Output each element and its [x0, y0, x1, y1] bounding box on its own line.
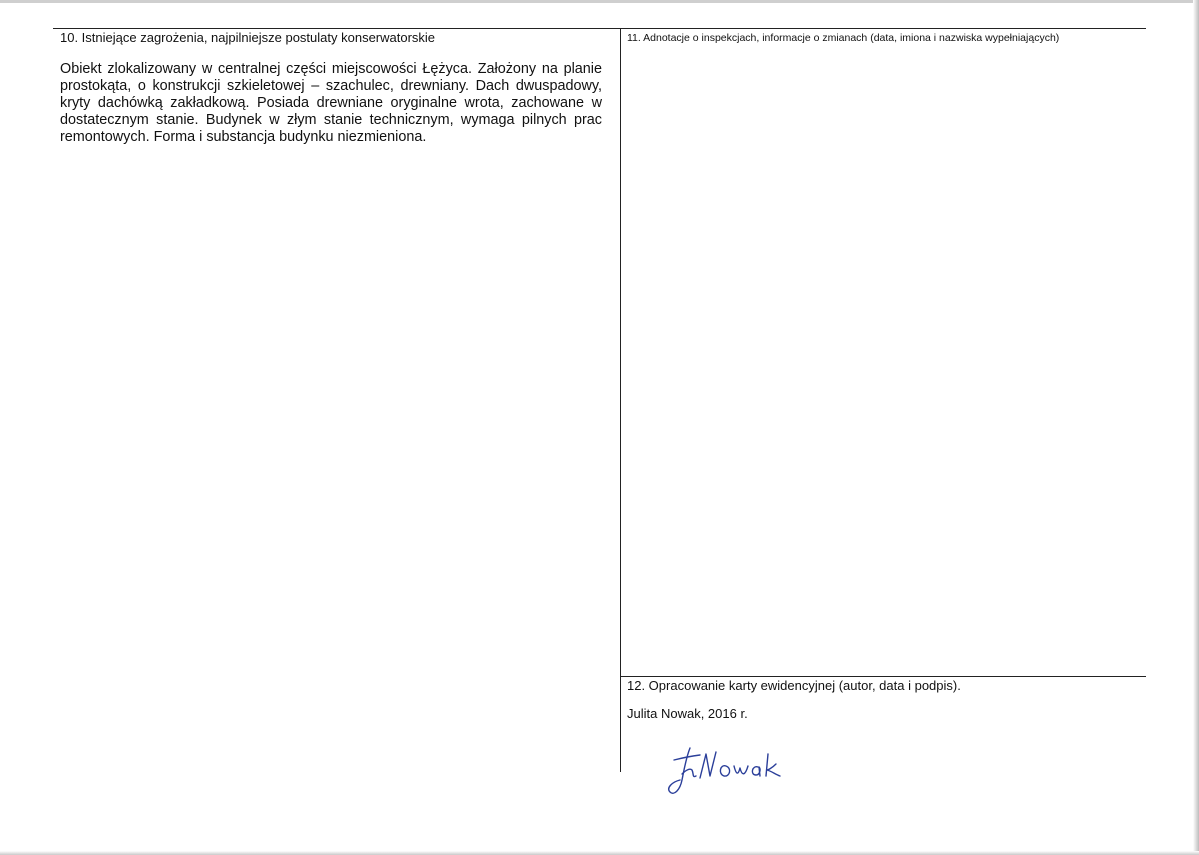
- scan-edge-right: [1193, 0, 1199, 855]
- section12-heading: 12. Opracowanie karty ewidencyjnej (autor, data i podpis).: [627, 678, 961, 693]
- column-divider: [620, 28, 621, 772]
- top-rule: [53, 28, 1146, 29]
- scan-edge-bottom: [0, 851, 1199, 855]
- section10-heading: 10. Istniejące zagrożenia, najpilniejsze postulaty konserwatorskie: [60, 30, 436, 45]
- scan-edge-top: [0, 0, 1199, 3]
- section12-top-rule: [620, 676, 1146, 677]
- section11-heading: 11. Adnotacje o inspekcjach, informacje o zmianach (data, imiona i nazwiska wypełniających): [627, 32, 1060, 44]
- section12-author-date: Julita Nowak, 2016 r.: [627, 706, 748, 721]
- handwritten-signature: [660, 740, 820, 800]
- section10-body-text: Obiekt zlokalizowany w centralnej części miejscowości Łężyca. Założony na planie prostokąta, o konstrukcji szkieletowej – szachulec, drewniany. Dach dwuspadowy, kryty dachówką zakładkową. Posiada drewniane oryginalne wrota, zachowane w dostatecznym stanie. Budynek w złym stanie technicznym, wymaga pilnych prac remontowych. Forma i substancja budynku niezmieniona.: [60, 61, 602, 145]
